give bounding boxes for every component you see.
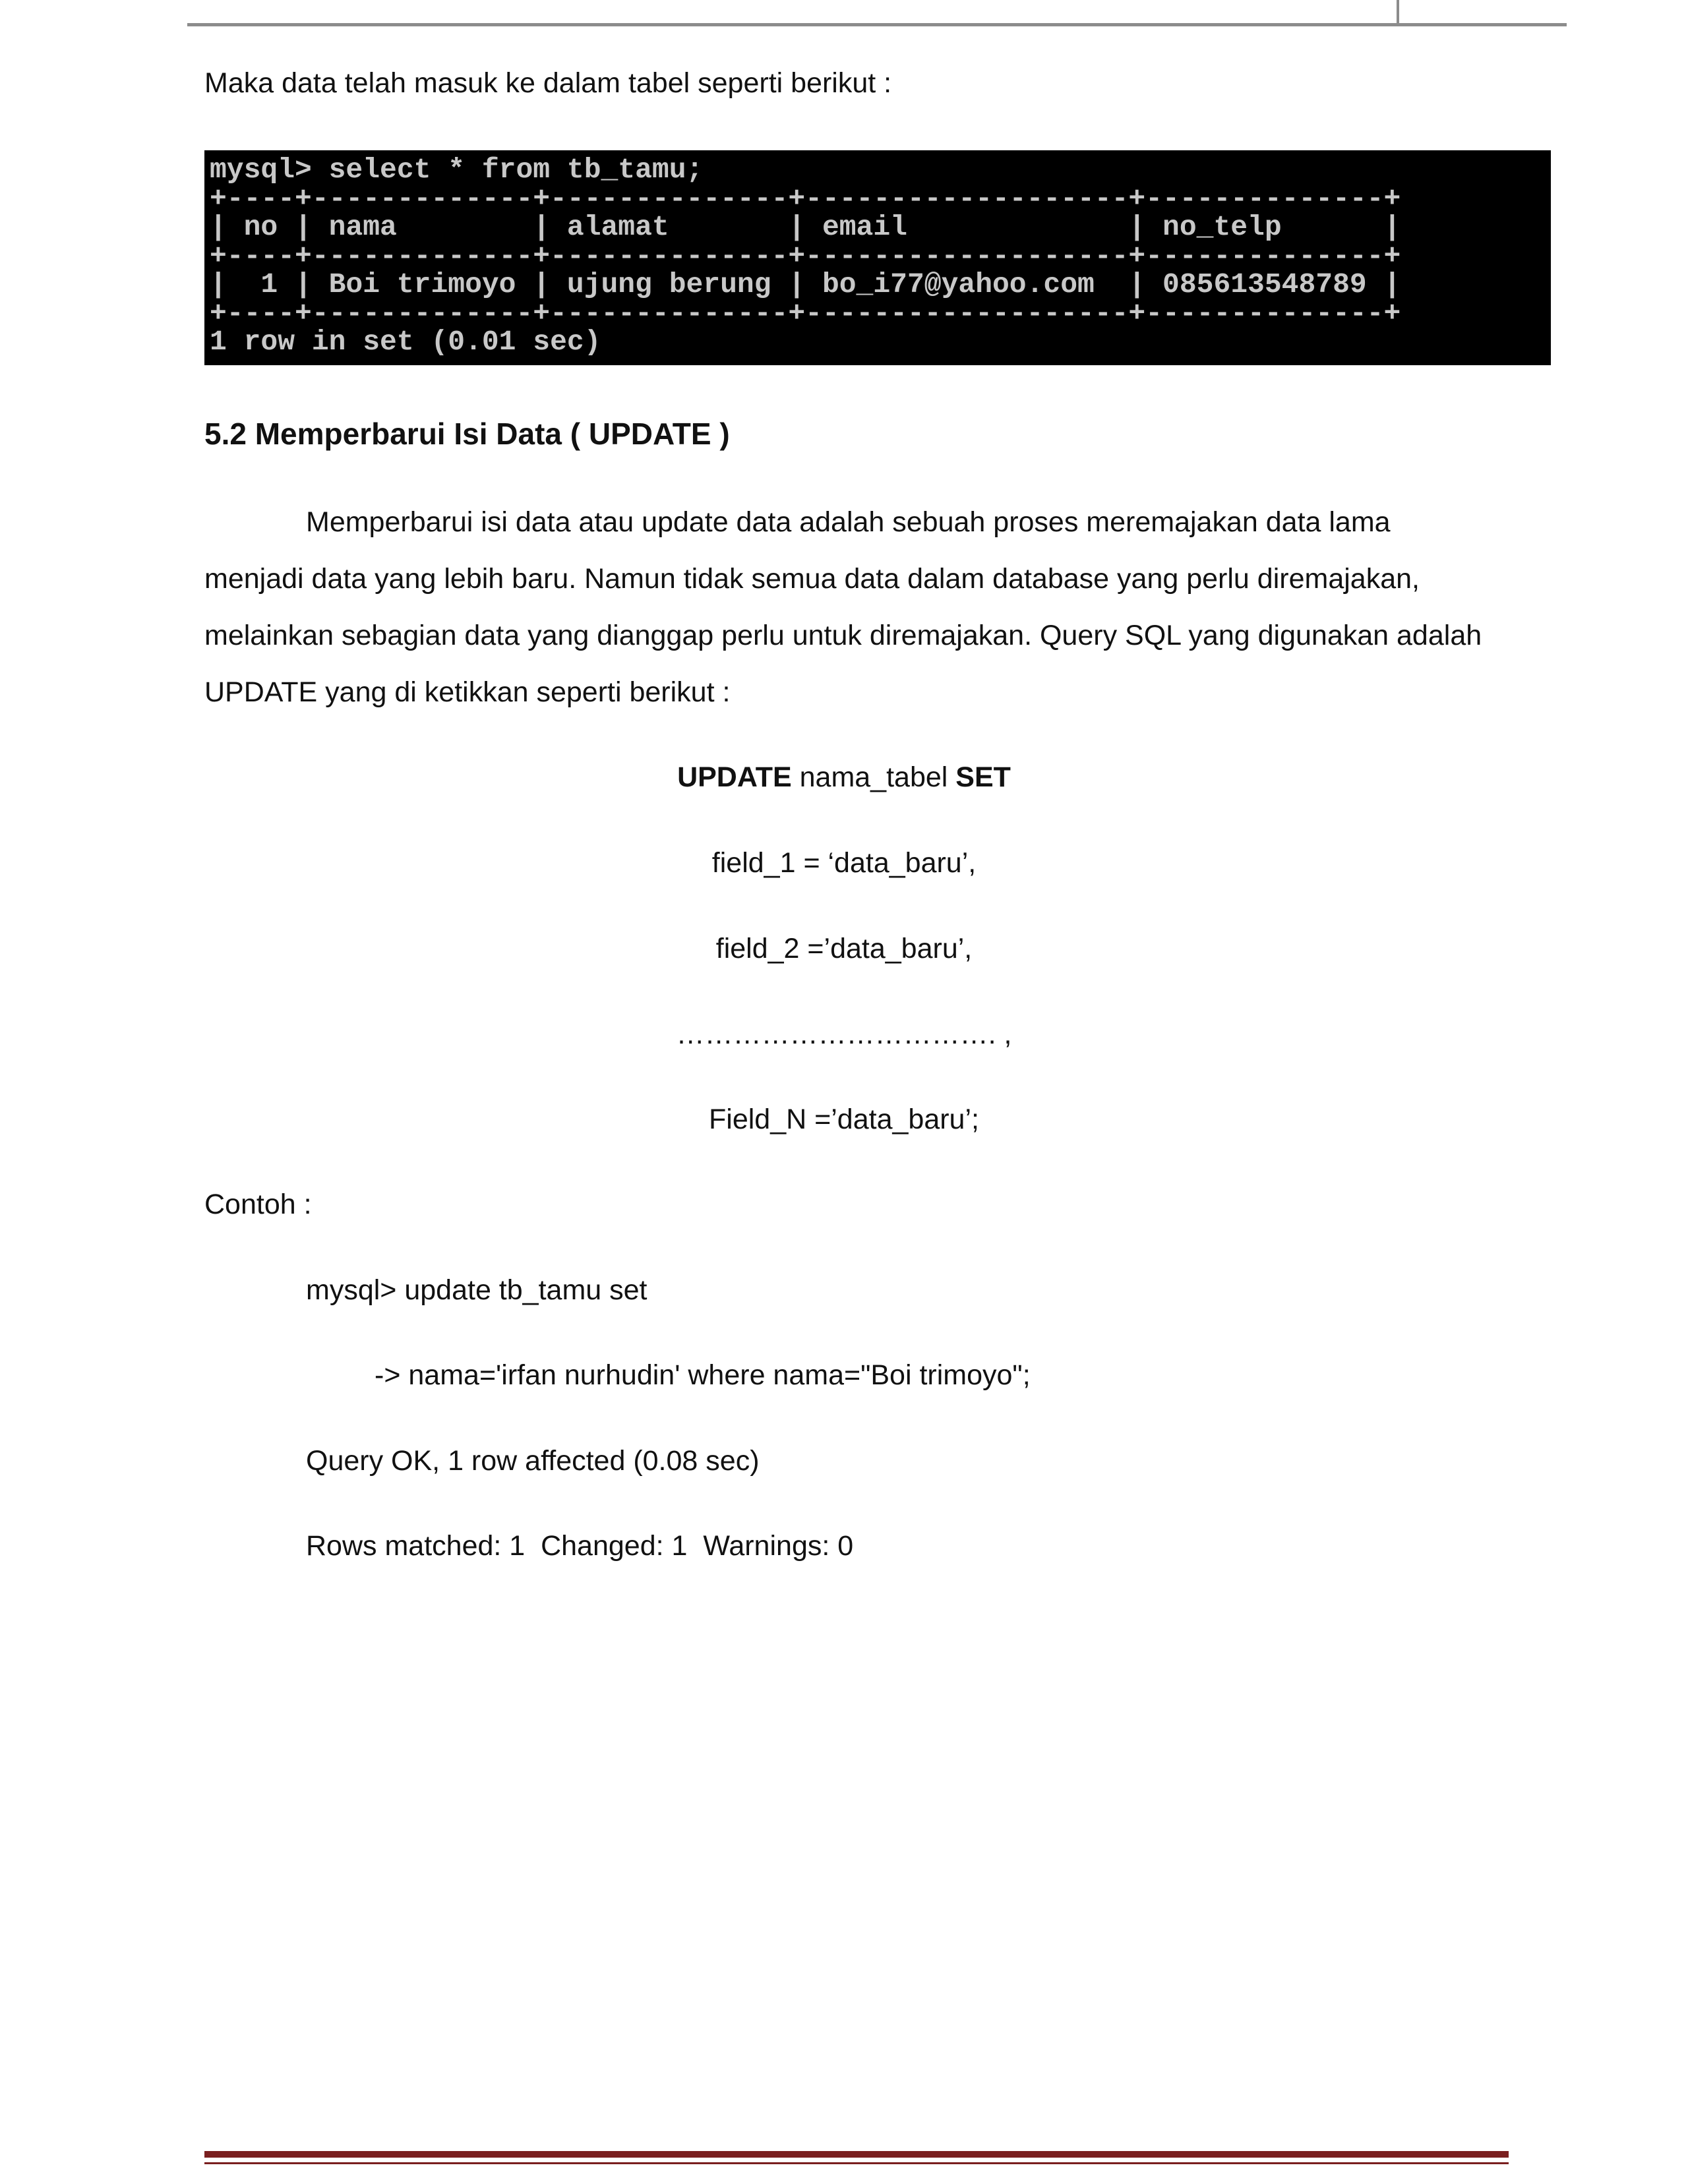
paragraph-line: menjadi data yang lebih baru. Namun tidak semua data dalam database yang perlu diremajakan, (204, 563, 1420, 595)
syntax-keyword-set: SET (955, 761, 1011, 793)
syntax-line: field_2 =’data_baru’, (715, 933, 973, 964)
paragraph-line: Memperbarui isi data atau update data adalah sebuah proses meremajakan data lama (306, 506, 1391, 538)
terminal-line: 1 row in set (0.01 sec) (210, 326, 601, 358)
section-heading: 5.2 Memperbarui Isi Data ( UPDATE ) (204, 417, 730, 451)
header-rule (187, 23, 1567, 26)
footer-rule-thin (204, 2162, 1509, 2164)
terminal-line: +----+-------------+--------------+-------------------+--------------+ (210, 297, 1401, 330)
footer-rule-thick (204, 2151, 1509, 2158)
syntax-table-name: nama_tabel (791, 761, 956, 793)
syntax-update-line (0, 760, 1688, 794)
intro-text: Maka data telah masuk ke dalam tabel seperti berikut : (204, 67, 892, 99)
header-divider-tick (1397, 0, 1399, 25)
example-line: Rows matched: 1 Changed: 1 Warnings: 0 (306, 1530, 854, 1562)
terminal-line: +----+-------------+--------------+-------------------+--------------+ (210, 240, 1401, 272)
syntax-line: field_1 = ‘data_baru’, (711, 847, 977, 879)
terminal-output (204, 150, 1551, 357)
terminal-line: | no | nama | alamat | email | no_telp | (210, 211, 1401, 243)
syntax-keyword-update: UPDATE (677, 761, 792, 793)
example-line: mysql> update tb_tamu set (306, 1274, 648, 1306)
paragraph-line: UPDATE yang di ketikkan seperti berikut : (204, 676, 731, 708)
syntax-line: Field_N =’data_baru’; (709, 1104, 979, 1135)
paragraph-line: melainkan sebagian data yang dianggap perlu untuk diremajakan. Query SQL yang digunakan adalah (204, 620, 1482, 651)
example-line: Query OK, 1 row affected (0.08 sec) (306, 1445, 760, 1477)
syntax-line: ……………………………. , (676, 1018, 1012, 1050)
terminal-line: +----+-------------+--------------+-------------------+--------------+ (210, 183, 1401, 215)
terminal-line: | 1 | Boi trimoyo | ujung berung | bo_i77@yahoo.com | 085613548789 | (210, 268, 1401, 301)
example-line: -> nama='irfan nurhudin' where nama="Boi trimoyo"; (375, 1359, 1031, 1391)
terminal-line: mysql> select * from tb_tamu; (210, 154, 704, 186)
example-label: Contoh : (204, 1189, 312, 1220)
terminal-screenshot (204, 150, 1551, 365)
